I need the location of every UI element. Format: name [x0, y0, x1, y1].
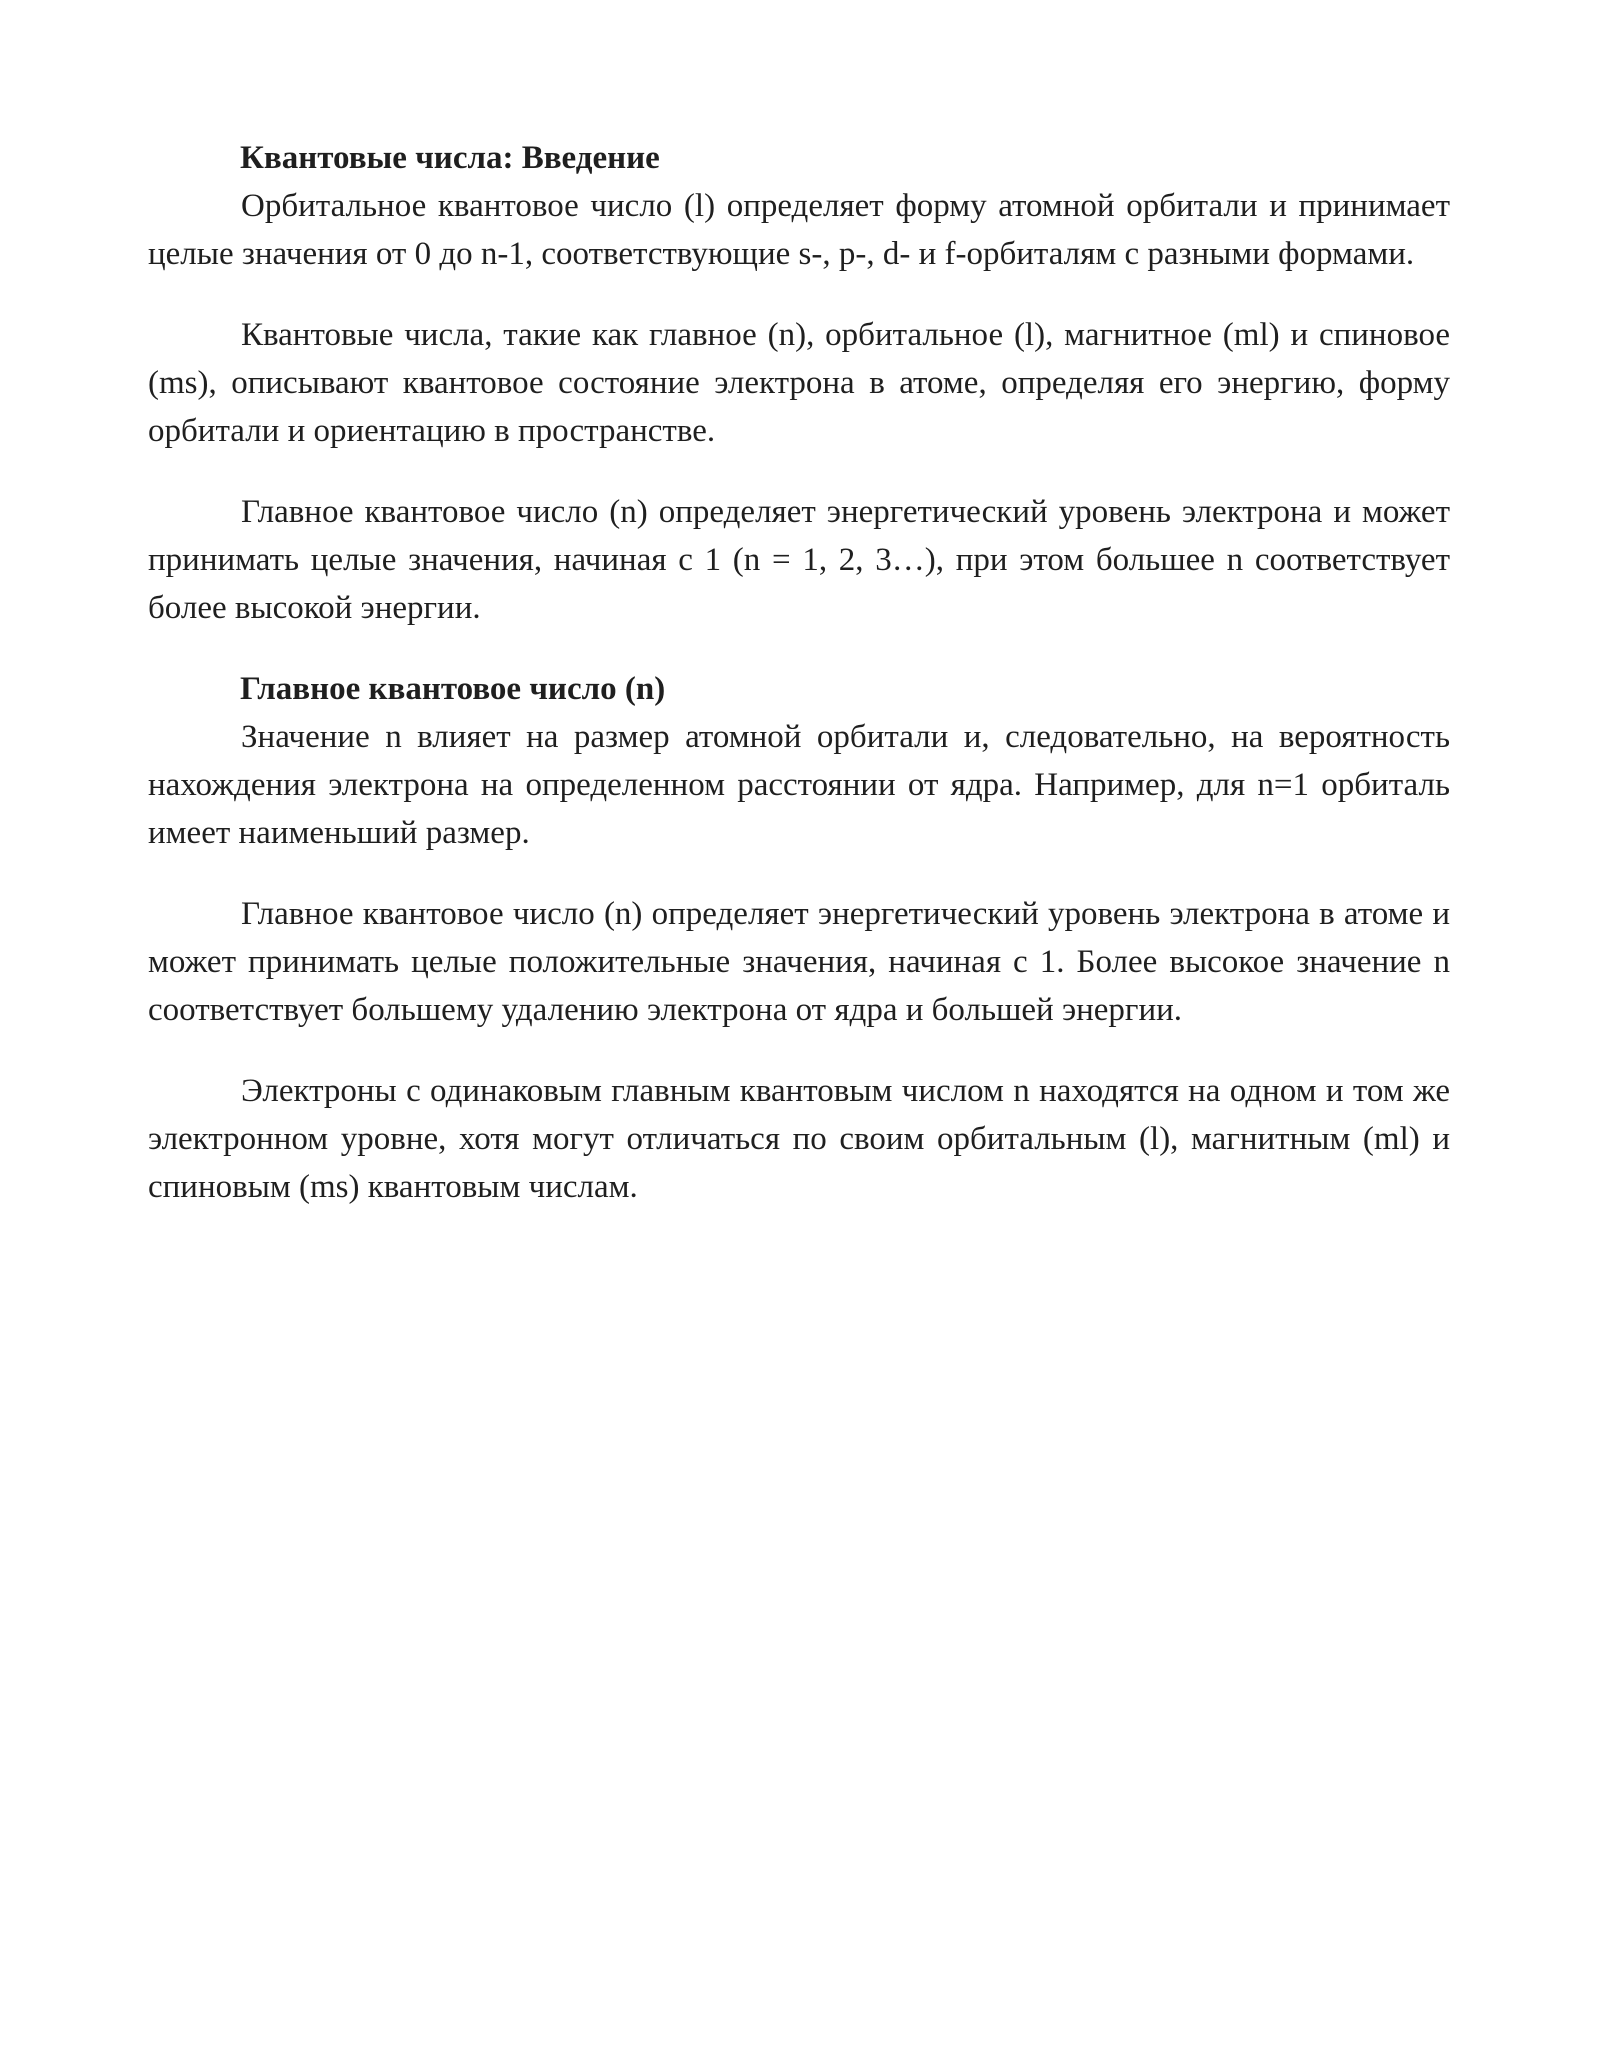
- paragraph: Главное квантовое число (n) определяет энергетический уровень электрона в атоме и может принимать целые положительные значения, начиная с 1. Более высокое значение n соответствует большему удалению электрона от ядра и большей энергии.: [148, 896, 1450, 1028]
- document-page: [148, 134, 1450, 1244]
- section-principal-quantum-number: [148, 665, 1450, 1211]
- section-introduction: [148, 134, 1450, 632]
- paragraph: Орбитальное квантовое число (l) определяет форму атомной орбитали и принимает целые значения от 0 до n-1, соответствующие s-, p-, d- и f-орбиталям с разными формами.: [148, 188, 1450, 272]
- paragraph: Электроны с одинаковым главным квантовым числом n находятся на одном и том же электронном уровне, хотя могут отличаться по своим орбитальным (l), магнитным (ml) и спиновым (ms) квантовым числам.: [148, 1073, 1450, 1205]
- paragraph: Значение n влияет на размер атомной орбитали и, следовательно, на вероятность нахождения электрона на определенном расстоянии от ядра. Например, для n=1 орбиталь имеет наименьший размер.: [148, 719, 1450, 851]
- section-heading: Главное квантовое число (n): [240, 671, 666, 707]
- section-heading: Квантовые числа: Введение: [240, 140, 660, 176]
- paragraph: Квантовые числа, такие как главное (n), орбитальное (l), магнитное (ml) и спиновое (ms), описывают квантовое состояние электрона в атоме, определяя его энергию, форму орбитали и ориентацию в пространстве.: [148, 317, 1450, 449]
- paragraph: Главное квантовое число (n) определяет энергетический уровень электрона и может принимать целые значения, начиная с 1 (n = 1, 2, 3…), при этом большее n соответствует более высокой энергии.: [148, 494, 1450, 626]
